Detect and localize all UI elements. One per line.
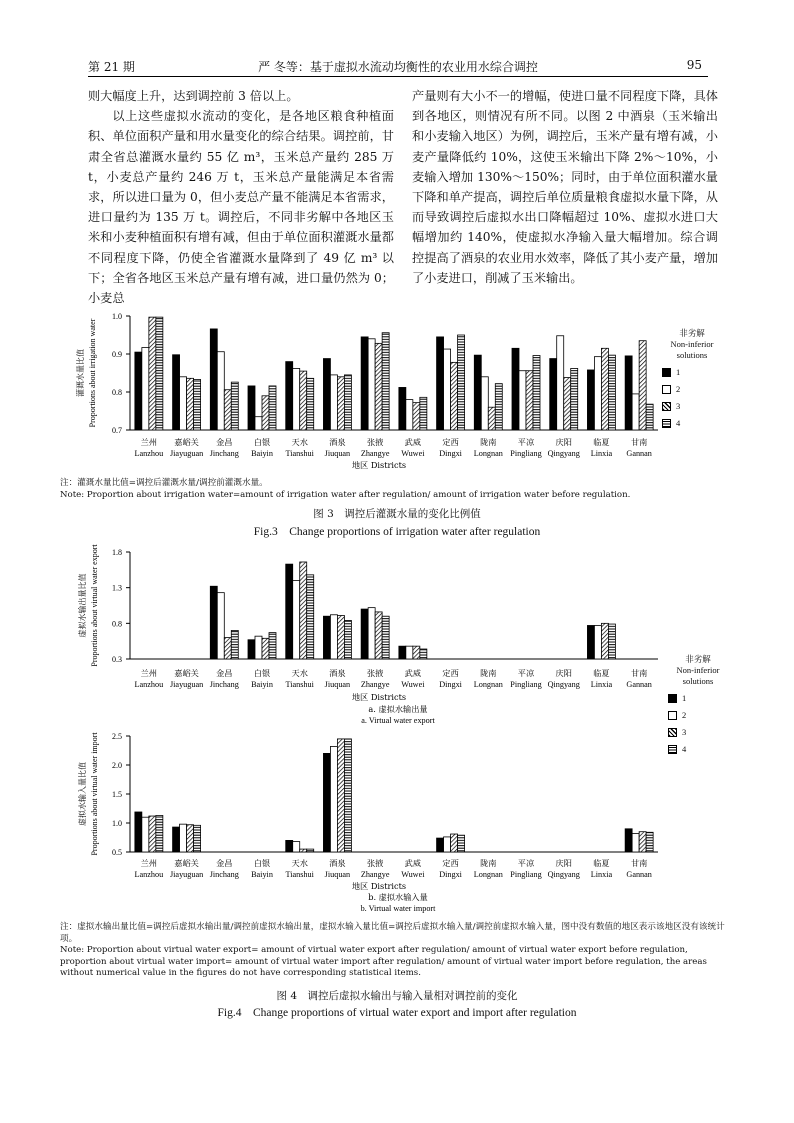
x-tick-label-en: Jiayuguan bbox=[169, 870, 204, 879]
x-tick-label-en: Qingyang bbox=[547, 449, 580, 458]
bar-series-2 bbox=[293, 581, 300, 659]
x-tick-label-cn: 金昌 bbox=[216, 858, 233, 868]
figure-3-note bbox=[60, 478, 736, 501]
x-tick-label-en: Tianshui bbox=[285, 449, 314, 458]
bar-series-2 bbox=[142, 817, 149, 852]
bar-series-4 bbox=[269, 386, 276, 430]
bar-series-3 bbox=[413, 646, 420, 659]
subcaption-b-en: b. Virtual water import bbox=[360, 904, 436, 913]
bar-series-4 bbox=[420, 397, 427, 430]
paragraph: 产量则有大小不一的增幅，使进口量不同程度下降，具体到各地区，则情况有所不同。以图 2 中酒泉（玉米输出和小麦输入地区）为例，调控后，玉米产量有增有减，小麦产量降低约 10%，这使玉米输出下降 2%～10%，小麦输入增加 130%～150%；同时，由于单位面积灌水量下降和单产提高，调控后单位质量粮食虚拟水量下降，从而导致调控后虚拟水出口降幅超过 10%、虚拟水进口大幅增加约 140%，使虚拟水净输入量大幅增加。综合调控提高了酒泉的农业用水效率，降低了其小麦产量，增加了小麦进口，削减了玉米输出。 bbox=[412, 89, 718, 285]
y-axis-label-cn: 灌溉水量比值 bbox=[76, 349, 85, 397]
x-tick-label-cn: 甘南 bbox=[630, 437, 648, 447]
x-tick-label-en: Zhangye bbox=[360, 870, 390, 879]
x-tick-label-en: Pingliang bbox=[510, 449, 542, 458]
x-tick-label-en: Dingxi bbox=[439, 680, 462, 689]
bar-series-3 bbox=[300, 562, 307, 659]
x-tick-label-cn: 金昌 bbox=[216, 668, 233, 678]
bar-series-2 bbox=[444, 349, 451, 430]
bar-series-2 bbox=[368, 608, 375, 659]
y-tick-label: 0.8 bbox=[112, 619, 122, 629]
x-tick-label-en: Longnan bbox=[473, 870, 503, 879]
x-tick-label-en: Wuwei bbox=[401, 680, 425, 689]
bar-series-3 bbox=[149, 317, 156, 430]
bar-series-1 bbox=[135, 352, 142, 430]
legend-items bbox=[662, 367, 722, 429]
x-tick-label-en: Jinchang bbox=[209, 449, 239, 458]
x-tick-label-cn: 嘉峪关 bbox=[174, 437, 199, 447]
y-tick-label: 1.0 bbox=[112, 819, 122, 828]
legend-item-2 bbox=[662, 384, 722, 395]
running-title: 严 冬等：基于虚拟水流动均衡性的农业用水综合调控 bbox=[258, 60, 538, 74]
bar-series-1 bbox=[286, 362, 293, 430]
bar-series-1 bbox=[361, 337, 368, 430]
bar-series-1 bbox=[625, 829, 632, 852]
bar-series-3 bbox=[337, 615, 344, 659]
x-tick-label-cn: 陇南 bbox=[480, 858, 497, 868]
paragraph: 以上这些虚拟水流动的变化，是各地区粮食种植面积、单位面积产量和用水量变化的综合结果。调控前，甘肃全省总灌溉水量约 55 亿 m³，玉米总产量约 285 万 t，小麦总产量约 246 万 t，玉米总产量能满足本省需求，所以进口量为 0，但小麦总产量不能满足本省需求，进口量约为 135 万 t。调控后，不同非劣解中各地区玉米和小麦种植面积有增有减，但由于单位面积灌溉水量都不同程度下降，仍使全省灌溉水量降到了 49 亿 m³ 以下；全省各地区玉米总产量有增有减，进口量仍然为 0；小麦总 bbox=[88, 109, 394, 306]
bar-series-3 bbox=[526, 371, 533, 430]
bar-series-3 bbox=[337, 377, 344, 430]
legend-swatch bbox=[662, 385, 671, 394]
legend-swatch bbox=[668, 745, 677, 754]
x-tick-label-cn: 平凉 bbox=[517, 668, 535, 678]
x-tick-label-cn: 兰州 bbox=[140, 668, 158, 678]
x-tick-label-en: Qingyang bbox=[547, 680, 580, 689]
body-column-left bbox=[88, 86, 394, 308]
bar-series-4 bbox=[344, 620, 351, 659]
bar-series-3 bbox=[224, 390, 231, 430]
x-tick-label-cn: 武威 bbox=[404, 858, 422, 868]
bar-series-3 bbox=[187, 825, 194, 852]
bar-series-1 bbox=[173, 355, 180, 430]
legend-item-4 bbox=[662, 418, 722, 429]
y-axis-label-en: Proportions about virtual water import bbox=[90, 732, 99, 856]
x-tick-label-en: Pingliang bbox=[510, 680, 542, 689]
legend-item-1 bbox=[662, 367, 722, 378]
bar-series-3 bbox=[149, 816, 156, 852]
bar-series-2 bbox=[330, 746, 337, 852]
x-tick-label-cn: 庆阳 bbox=[555, 437, 572, 447]
x-tick-label-en: Zhangye bbox=[360, 449, 390, 458]
x-tick-label-cn: 张掖 bbox=[366, 858, 384, 868]
x-axis-label: 地区 Districts bbox=[351, 881, 407, 891]
x-tick-label-en: Baiyin bbox=[251, 870, 273, 879]
bar-series-1 bbox=[323, 359, 330, 430]
bar-series-3 bbox=[300, 849, 307, 852]
x-tick-label-cn: 白银 bbox=[253, 858, 271, 868]
bar-series-4 bbox=[269, 633, 276, 659]
bar-series-3 bbox=[300, 371, 307, 430]
bar-series-4 bbox=[608, 624, 615, 659]
bar-series-2 bbox=[368, 339, 375, 430]
legend-title-cn: 非劣解 bbox=[679, 328, 705, 338]
bar-series-2 bbox=[217, 593, 224, 659]
note-cn: 注：灌溉水量比值=调控后灌溉水量/调控前灌溉水量。 bbox=[60, 478, 268, 488]
bar-series-3 bbox=[488, 407, 495, 430]
legend-items bbox=[668, 693, 728, 755]
bar-series-4 bbox=[194, 825, 201, 852]
y-tick-label: 2.5 bbox=[112, 732, 122, 741]
x-tick-label-en: Jiayuguan bbox=[169, 680, 204, 689]
legend-label: 2 bbox=[682, 710, 687, 720]
legend-label: 1 bbox=[682, 693, 687, 703]
legend-item-3 bbox=[668, 727, 728, 738]
x-tick-label-en: Zhangye bbox=[360, 680, 390, 689]
y-tick-label: 0.9 bbox=[112, 350, 122, 359]
bar-series-2 bbox=[444, 837, 451, 852]
bar-series-3 bbox=[375, 343, 382, 430]
x-tick-label-cn: 兰州 bbox=[140, 858, 158, 868]
figure-3-caption-cn: 图 3 调控后灌溉水量的变化比例值 bbox=[313, 508, 481, 520]
bar-series-4 bbox=[307, 849, 314, 852]
bar-series-4 bbox=[156, 317, 163, 430]
bar-series-2 bbox=[255, 417, 262, 430]
legend-label: 4 bbox=[676, 418, 681, 428]
x-tick-label-en: Jiuquan bbox=[324, 680, 351, 689]
figure-4-caption-cn: 图 4 调控后虚拟水输出与输入量相对调控前的变化 bbox=[276, 990, 518, 1002]
bar-series-2 bbox=[594, 625, 601, 659]
x-tick-label-cn: 白银 bbox=[253, 437, 271, 447]
running-header bbox=[88, 56, 708, 77]
bar-series-3 bbox=[375, 612, 382, 659]
bar-series-2 bbox=[293, 368, 300, 430]
legend-swatch bbox=[668, 711, 677, 720]
note-en: Note: Proportion about virtual water export= amount of virtual water export after regulation/ amount of virtual water export before regulation, proportion about virtual water import= amount of virtual water import after regulation/ amount of virtual water import before regulation, the areas without numerical value in the figures do not have corresponding statistical items. bbox=[60, 945, 707, 978]
x-tick-label-cn: 天水 bbox=[291, 858, 308, 868]
x-tick-label-cn: 张掖 bbox=[366, 437, 384, 447]
x-tick-label-cn: 金昌 bbox=[216, 437, 233, 447]
bar-series-4 bbox=[646, 404, 653, 430]
x-tick-label-cn: 庆阳 bbox=[555, 668, 572, 678]
bar-series-1 bbox=[474, 355, 481, 430]
y-tick-label: 1.3 bbox=[112, 583, 122, 593]
x-tick-label-cn: 天水 bbox=[291, 437, 308, 447]
bar-series-4 bbox=[458, 835, 465, 852]
bar-series-1 bbox=[286, 564, 293, 659]
x-tick-label-cn: 酒泉 bbox=[329, 668, 346, 678]
bar-series-4 bbox=[646, 832, 653, 852]
bar-series-1 bbox=[248, 386, 255, 430]
x-tick-label-cn: 临夏 bbox=[593, 437, 610, 447]
bar-series-3 bbox=[601, 348, 608, 430]
bar-series-4 bbox=[458, 335, 465, 430]
bar-series-2 bbox=[594, 357, 601, 430]
x-tick-label-cn: 临夏 bbox=[593, 858, 610, 868]
bar-series-2 bbox=[557, 336, 564, 430]
bar-series-2 bbox=[293, 842, 300, 852]
bar-series-4 bbox=[382, 333, 389, 430]
x-tick-label-en: Wuwei bbox=[401, 449, 425, 458]
legend-item-3 bbox=[662, 401, 722, 412]
x-tick-label-en: Lanzhou bbox=[134, 870, 164, 879]
bar-series-4 bbox=[571, 368, 578, 430]
bar-series-2 bbox=[180, 824, 187, 852]
legend-swatch bbox=[668, 694, 677, 703]
legend-item-2 bbox=[668, 710, 728, 721]
figure-4-caption-en: Fig.4 Change proportions of virtual water export and import after regulation bbox=[217, 1007, 577, 1019]
x-tick-label-en: Jiayuguan bbox=[169, 449, 204, 458]
legend-label: 1 bbox=[676, 367, 681, 377]
bar-series-1 bbox=[550, 359, 557, 430]
bar-series-1 bbox=[587, 370, 594, 430]
bar-series-1 bbox=[437, 838, 444, 852]
x-tick-label-cn: 临夏 bbox=[593, 668, 610, 678]
x-tick-label-en: Jinchang bbox=[209, 680, 239, 689]
x-tick-label-cn: 嘉峪关 bbox=[174, 668, 199, 678]
bar-series-3 bbox=[639, 341, 646, 430]
x-tick-label-en: Jiuquan bbox=[324, 870, 351, 879]
x-tick-label-en: Wuwei bbox=[401, 870, 425, 879]
bar-series-1 bbox=[210, 586, 217, 659]
legend-swatch bbox=[662, 368, 671, 377]
x-tick-label-cn: 酒泉 bbox=[329, 437, 346, 447]
bar-series-2 bbox=[519, 371, 526, 430]
x-tick-label-en: Tianshui bbox=[285, 680, 314, 689]
x-tick-label-en: Longnan bbox=[473, 449, 503, 458]
x-tick-label-en: Longnan bbox=[473, 680, 503, 689]
bar-series-3 bbox=[601, 623, 608, 659]
legend-title-en: Non-inferior solutions bbox=[676, 665, 720, 686]
x-tick-label-en: Gannan bbox=[626, 870, 652, 879]
legend-label: 3 bbox=[676, 401, 681, 411]
bar-series-4 bbox=[420, 649, 427, 659]
legend-item-1 bbox=[668, 693, 728, 704]
y-tick-label: 2.0 bbox=[112, 761, 122, 770]
x-tick-label-cn: 甘南 bbox=[630, 858, 648, 868]
x-tick-label-en: Dingxi bbox=[439, 870, 462, 879]
x-tick-label-en: Baiyin bbox=[251, 449, 273, 458]
y-axis-label-cn: 虚拟水输出量比值 bbox=[78, 573, 87, 638]
bar-series-1 bbox=[248, 640, 255, 659]
bar-series-4 bbox=[231, 382, 238, 430]
bar-series-3 bbox=[262, 638, 269, 659]
bar-series-2 bbox=[330, 615, 337, 659]
bar-series-4 bbox=[194, 379, 201, 430]
issue-number: 第 21 期 bbox=[88, 60, 135, 74]
x-tick-label-en: Pingliang bbox=[510, 870, 542, 879]
bar-series-2 bbox=[632, 394, 639, 430]
x-tick-label-cn: 定西 bbox=[442, 437, 459, 447]
figure-4-legend bbox=[668, 654, 728, 755]
x-tick-label-en: Linxia bbox=[590, 449, 613, 458]
legend-swatch bbox=[668, 728, 677, 737]
note-en: Note: Proportion about irrigation water=amount of irrigation water after regulation/ amount of irrigation water before regulation. bbox=[60, 489, 631, 500]
bar-series-1 bbox=[399, 646, 406, 659]
bar-series-2 bbox=[255, 636, 262, 659]
bar-series-4 bbox=[307, 378, 314, 430]
x-tick-label-cn: 天水 bbox=[291, 668, 308, 678]
x-tick-label-en: Linxia bbox=[590, 870, 613, 879]
bar-series-4 bbox=[495, 384, 502, 430]
legend-swatch bbox=[662, 402, 671, 411]
bar-series-2 bbox=[406, 646, 413, 659]
bar-series-3 bbox=[639, 832, 646, 852]
x-tick-label-en: Dingxi bbox=[439, 449, 462, 458]
x-tick-label-cn: 张掖 bbox=[366, 668, 384, 678]
bar-series-1 bbox=[323, 753, 330, 852]
bar-series-4 bbox=[344, 375, 351, 430]
bar-series-2 bbox=[330, 375, 337, 430]
x-tick-label-cn: 兰州 bbox=[140, 437, 158, 447]
bar-series-4 bbox=[533, 356, 540, 430]
x-tick-label-cn: 平凉 bbox=[517, 858, 535, 868]
body-column-right bbox=[412, 86, 718, 288]
subcaption-a-en: a. Virtual water export bbox=[361, 716, 435, 725]
x-tick-label-cn: 甘南 bbox=[630, 668, 648, 678]
x-axis-label: 地区 Districts bbox=[351, 460, 407, 470]
figure-3-chart bbox=[60, 305, 736, 477]
bar-series-2 bbox=[180, 377, 187, 430]
bar-series-4 bbox=[307, 575, 314, 659]
bar-series-1 bbox=[437, 337, 444, 430]
bar-series-1 bbox=[587, 625, 594, 659]
bar-series-4 bbox=[156, 815, 163, 852]
x-tick-label-en: Lanzhou bbox=[134, 680, 164, 689]
bar-series-3 bbox=[224, 638, 231, 659]
x-tick-label-cn: 定西 bbox=[442, 668, 459, 678]
bar-series-1 bbox=[210, 329, 217, 430]
x-tick-label-en: Tianshui bbox=[285, 870, 314, 879]
subcaption-b-cn: b. 虚拟水输入量 bbox=[368, 892, 428, 902]
x-tick-label-cn: 白银 bbox=[253, 668, 271, 678]
figure-3-legend bbox=[662, 328, 722, 429]
x-tick-label-en: Jinchang bbox=[209, 870, 239, 879]
x-tick-label-en: Linxia bbox=[590, 680, 613, 689]
legend-swatch bbox=[662, 419, 671, 428]
page-number: 95 bbox=[686, 58, 702, 72]
bar-series-2 bbox=[142, 348, 149, 430]
figure-4-note bbox=[60, 922, 736, 980]
y-tick-label: 1.5 bbox=[112, 790, 122, 799]
bar-series-3 bbox=[564, 378, 571, 430]
x-tick-label-cn: 武威 bbox=[404, 668, 422, 678]
x-tick-label-en: Gannan bbox=[626, 449, 652, 458]
note-cn: 注：虚拟水输出量比值=调控后虚拟水输出量/调控前虚拟水输出量，虚拟水输入量比值=调控后虚拟水输入量/调控前虚拟水输入量，图中没有数值的地区表示该地区没有该统计项。 bbox=[60, 922, 725, 944]
x-tick-label-cn: 武威 bbox=[404, 437, 422, 447]
x-tick-label-cn: 嘉峪关 bbox=[174, 858, 199, 868]
bar-series-1 bbox=[512, 348, 519, 430]
x-tick-label-cn: 陇南 bbox=[480, 668, 497, 678]
paragraph: 则大幅度上升，达到调控前 3 倍以上。 bbox=[88, 89, 299, 103]
y-tick-label: 0.5 bbox=[112, 848, 122, 857]
bar-series-2 bbox=[481, 377, 488, 430]
legend-title-en: Non-inferior solutions bbox=[670, 339, 714, 360]
bar-series-4 bbox=[231, 630, 238, 659]
bar-series-3 bbox=[451, 362, 458, 430]
figure-4a-chart bbox=[60, 540, 660, 728]
y-axis-label-en: Proportions about irrigation water bbox=[88, 318, 97, 428]
x-tick-label-en: Baiyin bbox=[251, 680, 273, 689]
x-tick-label-cn: 庆阳 bbox=[555, 858, 572, 868]
bar-series-1 bbox=[323, 616, 330, 659]
bar-series-3 bbox=[187, 378, 194, 430]
y-tick-label: 1.0 bbox=[112, 312, 122, 321]
bar-series-1 bbox=[286, 840, 293, 852]
y-tick-label: 0.8 bbox=[112, 388, 122, 397]
y-tick-label: 1.8 bbox=[112, 548, 122, 557]
bar-series-1 bbox=[625, 356, 632, 430]
x-tick-label-cn: 陇南 bbox=[480, 437, 497, 447]
legend-label: 3 bbox=[682, 727, 687, 737]
legend-label: 4 bbox=[682, 744, 687, 754]
legend-title-cn: 非劣解 bbox=[685, 654, 711, 664]
x-tick-label-cn: 定西 bbox=[442, 858, 459, 868]
figure-4b-chart bbox=[60, 728, 660, 918]
bar-series-2 bbox=[632, 833, 639, 852]
x-tick-label-en: Jiuquan bbox=[324, 449, 351, 458]
x-tick-label-en: Lanzhou bbox=[134, 449, 164, 458]
y-axis-label-en: Proportions about virtual water export bbox=[90, 544, 99, 667]
x-tick-label-cn: 酒泉 bbox=[329, 858, 346, 868]
bar-series-1 bbox=[361, 609, 368, 659]
figure-3-caption-en: Fig.3 Change proportions of irrigation water after regulation bbox=[253, 526, 541, 538]
x-tick-label-en: Gannan bbox=[626, 680, 652, 689]
bar-series-3 bbox=[413, 403, 420, 430]
x-tick-label-cn: 平凉 bbox=[517, 437, 535, 447]
bar-series-4 bbox=[608, 355, 615, 430]
bar-series-4 bbox=[382, 616, 389, 659]
bar-series-3 bbox=[262, 396, 269, 430]
bar-series-4 bbox=[344, 739, 351, 852]
bar-series-1 bbox=[135, 812, 142, 852]
x-tick-label-en: Qingyang bbox=[547, 870, 580, 879]
y-tick-label: 0.7 bbox=[112, 426, 122, 435]
bar-series-1 bbox=[399, 387, 406, 430]
legend-label: 2 bbox=[676, 384, 681, 394]
bar-series-2 bbox=[217, 352, 224, 430]
bar-series-1 bbox=[173, 827, 180, 852]
bar-series-3 bbox=[451, 834, 458, 852]
legend-item-4 bbox=[668, 744, 728, 755]
subcaption-a-cn: a. 虚拟水输出量 bbox=[368, 704, 428, 714]
x-axis-label: 地区 Districts bbox=[351, 692, 407, 702]
bar-series-2 bbox=[406, 400, 413, 430]
y-axis-label-cn: 虚拟水输入量比值 bbox=[78, 762, 87, 826]
y-tick-label: 0.3 bbox=[112, 655, 122, 664]
bar-series-3 bbox=[337, 739, 344, 852]
